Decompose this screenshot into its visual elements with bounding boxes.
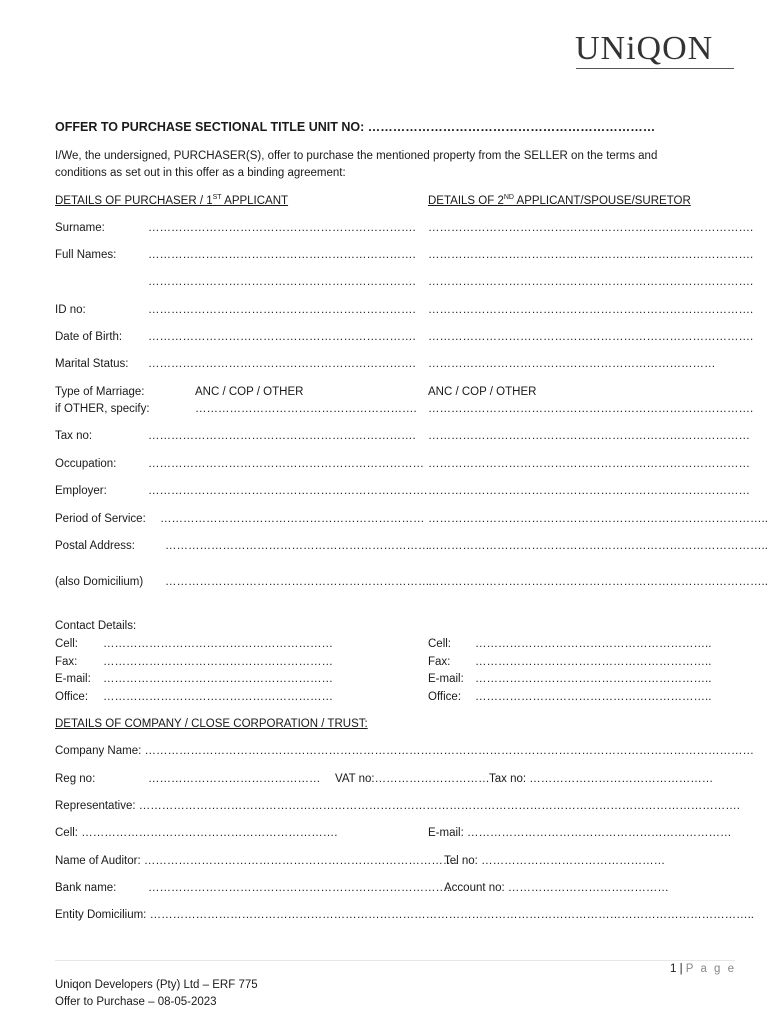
- page-number: 1 | P a g e: [670, 963, 737, 975]
- employer-label: Employer:: [55, 485, 107, 497]
- id-label: ID no:: [55, 304, 86, 316]
- occupation-field-1[interactable]: ………………………………………………………………: [148, 458, 424, 470]
- company-tax-field[interactable]: Tax no: …………………………………………: [489, 773, 714, 785]
- auditor-field[interactable]: Name of Auditor: ……………………………………………………………………….: [55, 855, 458, 867]
- if-other-field-2[interactable]: ………………………………………………………………………….: [428, 403, 754, 415]
- office-label-2: Office:: [428, 691, 462, 703]
- representative-field[interactable]: Representative: ………………………………………………………………………………………………………………………………………….: [55, 800, 740, 812]
- marriage-options-1[interactable]: ANC / COP / OTHER: [195, 386, 304, 398]
- company-name-field[interactable]: Company Name: ……………………………………………………………………………………………………………………………………………: [55, 745, 754, 757]
- marital-label: Marital Status:: [55, 358, 129, 370]
- dob-field-1[interactable]: …………………………………………………………….: [148, 331, 416, 343]
- if-other-field-1[interactable]: ………………………………………………….: [195, 403, 417, 415]
- company-heading: DETAILS OF COMPANY / CLOSE CORPORATION / TRUST:: [55, 718, 368, 730]
- cell-label-2: Cell:: [428, 638, 452, 650]
- second-applicant-heading: DETAILS OF 2ND APPLICANT/SPOUSE/SURETOR: [428, 194, 691, 207]
- tel-field[interactable]: Tel no: …………………………………………: [444, 855, 666, 867]
- id-field-1[interactable]: …………………………………………………………….: [148, 304, 416, 316]
- full-names-field-2[interactable]: ………………………………………………………………………….: [428, 249, 754, 261]
- reg-label: Reg no:: [55, 773, 96, 785]
- postal-field-2[interactable]: ……………………………………………………………………………..: [428, 540, 768, 552]
- email-label-2: E-mail:: [428, 673, 464, 685]
- intro-text-line1: I/We, the undersigned, PURCHASER(S), offer to purchase the mentioned property from the SELLER on the terms and: [55, 150, 658, 162]
- occupation-label: Occupation:: [55, 458, 117, 470]
- cell-label-1: Cell:: [55, 638, 79, 650]
- footer-document: Offer to Purchase – 08-05-2023: [55, 996, 217, 1008]
- id-field-2[interactable]: ………………………………………………………………………….: [428, 304, 754, 316]
- company-cell-field[interactable]: Cell: ………………………………………………………….: [55, 827, 338, 839]
- email-field-2[interactable]: ……………………………………………………..: [475, 673, 712, 685]
- fax-field-1[interactable]: ……………………………………………………: [103, 656, 333, 668]
- fax-field-2[interactable]: ……………………………………………………..: [475, 656, 712, 668]
- tax-label: Tax no:: [55, 430, 93, 442]
- postal-label: Postal Address:: [55, 540, 135, 552]
- marriage-type-label: Type of Marriage:: [55, 386, 145, 398]
- full-names-field-1[interactable]: …………………………………………………………….: [148, 249, 416, 261]
- domicilium-field-1[interactable]: ……………………………………………………………: [165, 576, 430, 588]
- logo-underline: [576, 68, 734, 69]
- bank-field[interactable]: …………………………………………………………………….: [148, 882, 451, 894]
- entity-domicilium-field[interactable]: Entity Domicilium: …………………………………………………………………………………………………………………………………………..: [55, 909, 754, 921]
- fax-label-1: Fax:: [55, 656, 78, 668]
- fax-label-2: Fax:: [428, 656, 451, 668]
- period-field-1[interactable]: ……………………………………………………………: [160, 513, 425, 525]
- footer-divider: [55, 960, 735, 961]
- period-field-2[interactable]: ……………………………………………………………………………..: [428, 513, 768, 525]
- occupation-field-2[interactable]: …………………………………………………………………………: [428, 458, 750, 470]
- tax-field-2[interactable]: …………………………………………………………………………: [428, 430, 750, 442]
- full-names-field-1b[interactable]: …………………………………………………………….: [148, 276, 416, 288]
- period-label: Period of Service:: [55, 513, 146, 525]
- office-field-2[interactable]: ……………………………………………………..: [475, 691, 712, 703]
- full-names-field-2b[interactable]: ………………………………………………………………………….: [428, 276, 754, 288]
- surname-field-1[interactable]: …………………………………………………………….: [148, 222, 416, 234]
- purchaser-heading: DETAILS OF PURCHASER / 1ST APPLICANT: [55, 194, 289, 207]
- vat-field[interactable]: VAT no:…………………………: [335, 773, 490, 785]
- cell-field-2[interactable]: ……………………………………………………..: [475, 638, 712, 650]
- bank-label: Bank name:: [55, 882, 117, 894]
- dob-label: Date of Birth:: [55, 331, 123, 343]
- if-other-label: if OTHER, specify:: [55, 403, 150, 415]
- contact-heading: Contact Details:: [55, 620, 137, 632]
- document-title: OFFER TO PURCHASE SECTIONAL TITLE UNIT NO: ……………………………………………………………: [55, 120, 656, 134]
- footer-company: Uniqon Developers (Pty) Ltd – ERF 775: [55, 979, 258, 991]
- employer-field-1[interactable]: ……………………………………………………………….: [148, 485, 428, 497]
- dob-field-2[interactable]: ………………………………………………………………………….: [428, 331, 754, 343]
- cell-field-1[interactable]: ……………………………………………………: [103, 638, 333, 650]
- domicilium-label: (also Domicilium): [55, 576, 144, 588]
- account-field[interactable]: Account no: ……………………………………: [444, 882, 669, 894]
- surname-label: Surname:: [55, 222, 105, 234]
- marital-field-2[interactable]: …………………………………………………………………: [428, 358, 716, 370]
- email-label-1: E-mail:: [55, 673, 91, 685]
- reg-field[interactable]: ………………………………………: [148, 773, 321, 785]
- marital-field-1[interactable]: …………………………………………………………….: [148, 358, 416, 370]
- tax-field-1[interactable]: …………………………………………………………….: [148, 430, 416, 442]
- domicilium-field-2[interactable]: ……………………………………………………………………………..: [428, 576, 768, 588]
- surname-field-2[interactable]: ………………………………………………………………………….: [428, 222, 754, 234]
- company-logo: UNiQON: [575, 30, 714, 67]
- employer-field-2[interactable]: …………………………………………………………………………: [428, 485, 750, 497]
- office-field-1[interactable]: ……………………………………………………: [103, 691, 333, 703]
- postal-field-1[interactable]: ……………………………………………………………: [165, 540, 430, 552]
- company-email-field[interactable]: E-mail: ……………………………………………………………: [428, 827, 732, 839]
- office-label-1: Office:: [55, 691, 89, 703]
- full-names-label: Full Names:: [55, 249, 117, 261]
- marriage-options-2[interactable]: ANC / COP / OTHER: [428, 386, 537, 398]
- email-field-1[interactable]: ……………………………………………………: [103, 673, 333, 685]
- intro-text-line2: conditions as set out in this offer as a binding agreement:: [55, 167, 346, 179]
